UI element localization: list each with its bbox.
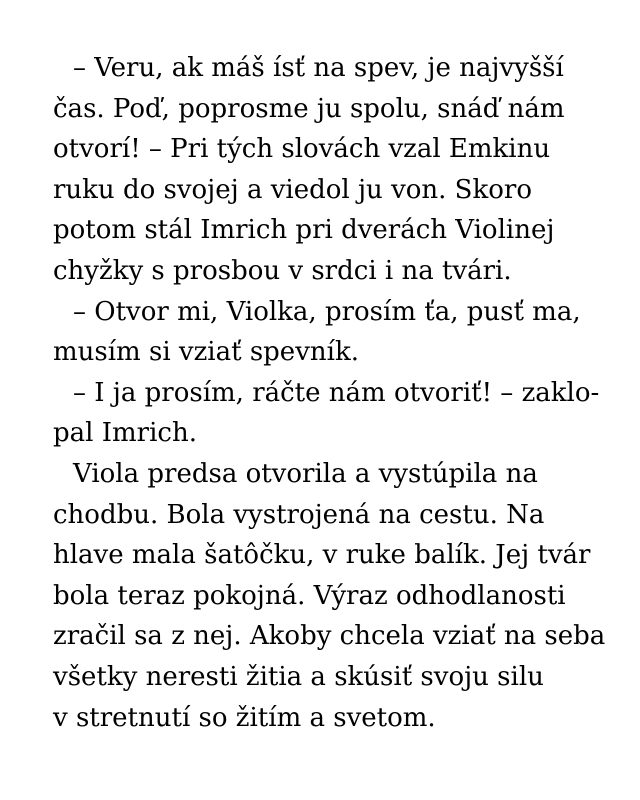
text-line: – Otvor mi, Violka, prosím ťa, pusť ma, bbox=[73, 296, 581, 327]
text-line: bola teraz pokojná. Výraz odhodlanosti bbox=[53, 580, 566, 611]
text-line: hlave mala šatôčku, v ruke balík. Jej tvár bbox=[53, 540, 591, 571]
text-line: – I ja prosím, ráčte nám otvoriť! – zaklo- bbox=[73, 377, 600, 408]
text-line: – Veru, ak máš ísť na spev, je najvyšší bbox=[73, 53, 564, 83]
text-line: pal Imrich. bbox=[53, 418, 197, 449]
text-line: musím si vziať spevník. bbox=[53, 337, 359, 368]
text-line: všetky neresti žitia a skúsiť svoju silu bbox=[53, 661, 544, 692]
paragraph-2 bbox=[53, 292, 600, 373]
text-line: potom stál Imrich pri dverách Violinej bbox=[53, 215, 555, 246]
paragraph-3 bbox=[53, 373, 600, 454]
text-line: zračil sa z nej. Akoby chcela vziať na seba bbox=[53, 621, 606, 652]
paragraph-1 bbox=[53, 48, 600, 292]
text-line: chodbu. Bola vystrojená na cestu. Na bbox=[53, 499, 545, 530]
text-line: v stretnutí so žitím a svetom. bbox=[53, 702, 436, 733]
text-line: Viola predsa otvorila a vystúpila na bbox=[73, 458, 538, 489]
text-line: čas. Poď, poprosme ju spolu, snáď nám bbox=[53, 93, 565, 124]
text-line: chyžky s prosbou v srdci i na tvári. bbox=[53, 255, 512, 286]
text-line: ruku do svojej a viedol ju von. Skoro bbox=[53, 174, 532, 205]
text-line: otvorí! – Pri tých slovách vzal Emkinu bbox=[53, 134, 551, 165]
paragraph-4 bbox=[53, 454, 606, 738]
